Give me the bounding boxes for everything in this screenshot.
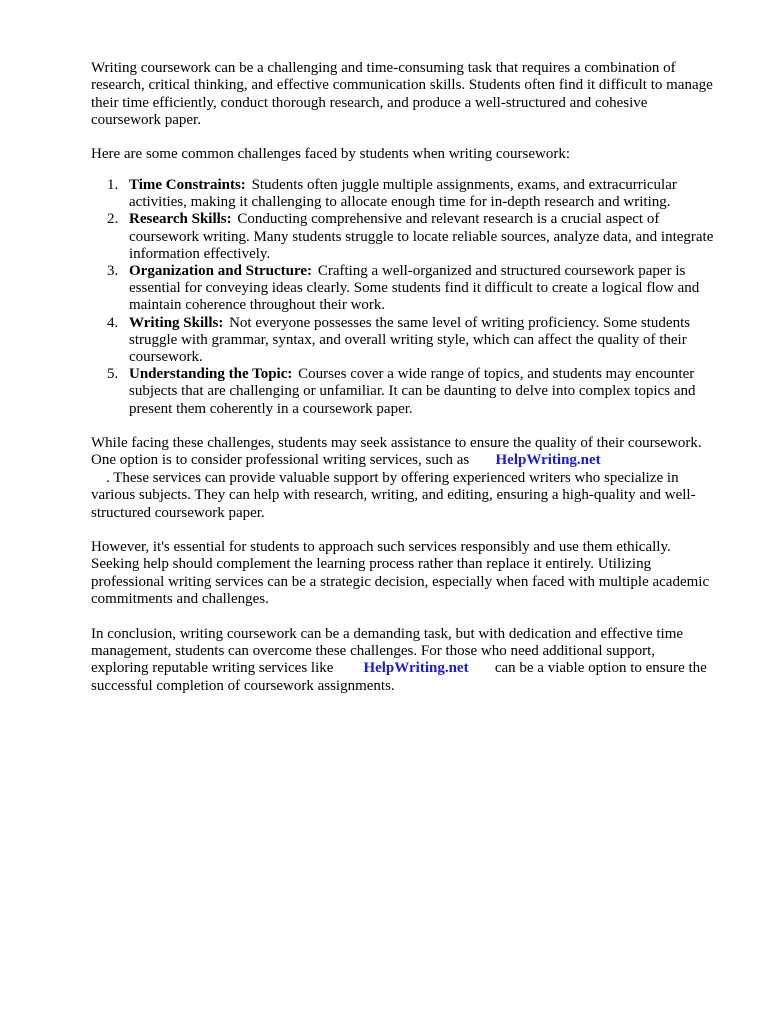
list-term: Understanding the Topic: [129, 366, 293, 383]
list-text: Not everyone possesses the same level of writing proficiency. Some students struggle with grammar, syntax, and overall writing style, which can affect the quality of their coursework. [129, 314, 691, 366]
list-text: Crafting a well-organized and structured coursework paper is essential for conveying ideas clearly. Some students find it difficult to create a logical flow and maintain coherence throughout their work. [129, 263, 700, 314]
list-number: 3. [107, 263, 119, 280]
assistance-text-after: . These services can provide valuable support by offering experienced writers who specialize in various subjects. They can help with research, writing, and editing, ensuring a high-quality and well-structured coursework paper. [91, 469, 696, 521]
assistance-paragraph [91, 435, 716, 522]
list-term: Organization and Structure: [129, 263, 313, 280]
lead-paragraph: Here are some common challenges faced by students when writing coursework: [91, 145, 571, 162]
helpwriting-link[interactable]: HelpWriting.net [363, 660, 469, 677]
list-item [91, 177, 716, 211]
list-text: Conducting comprehensive and relevant research is a crucial aspect of coursework writing. Many students struggle to locate reliable sources, analyze data, and integrate information effectively. [129, 211, 714, 262]
list-number: 5. [107, 366, 119, 383]
list-term: Time Constraints: [129, 177, 246, 194]
list-number: 4. [107, 314, 119, 331]
list-item [91, 366, 716, 418]
list-term: Research Skills: [129, 211, 232, 228]
list-number: 2. [107, 211, 119, 228]
conclusion-text-after: can be a viable option to ensure the successful completion of coursework assignments. [91, 660, 707, 694]
list-term: Writing Skills: [129, 314, 224, 331]
list-item [91, 315, 716, 367]
helpwriting-link[interactable]: HelpWriting.net [495, 452, 601, 469]
list-item [91, 263, 716, 315]
list-item [91, 211, 716, 263]
assistance-text-before: While facing these challenges, students may seek assistance to ensure the quality of their coursework. One option is to consider professional writing services, such as [91, 434, 702, 469]
list-number: 1. [107, 177, 119, 194]
ethics-paragraph: However, it's essential for students to approach such services responsibly and use them ethically. Seeking help should complement the learning process rather than replace it entirely. Utilizing professional writing services can be a strategic decision, especially when faced with multiple academic commitments and challenges. [91, 538, 710, 608]
list-text: Students often juggle multiple assignments, exams, and extracurricular activities, making it challenging to allocate enough time for in-depth research and writing. [129, 177, 677, 211]
intro-paragraph: Writing coursework can be a challenging and time-consuming task that requires a combination of research, critical thinking, and effective communication skills. Students often find it difficult to manage their time efficiently, conduct thorough research, and produce a well-structured and cohesive coursework paper. [91, 60, 713, 129]
conclusion-text-before: In conclusion, writing coursework can be a demanding task, but with dedication and effective time management, students can overcome these challenges. For those who need additional support, exploring reputable writing services like [91, 625, 684, 677]
list-text: Courses cover a wide range of topics, and students may encounter subjects that are challenging or unfamiliar. It can be daunting to delve into complex topics and present them coherently in a coursework paper. [129, 366, 696, 417]
challenges-list [91, 177, 716, 418]
conclusion-paragraph [91, 626, 716, 696]
